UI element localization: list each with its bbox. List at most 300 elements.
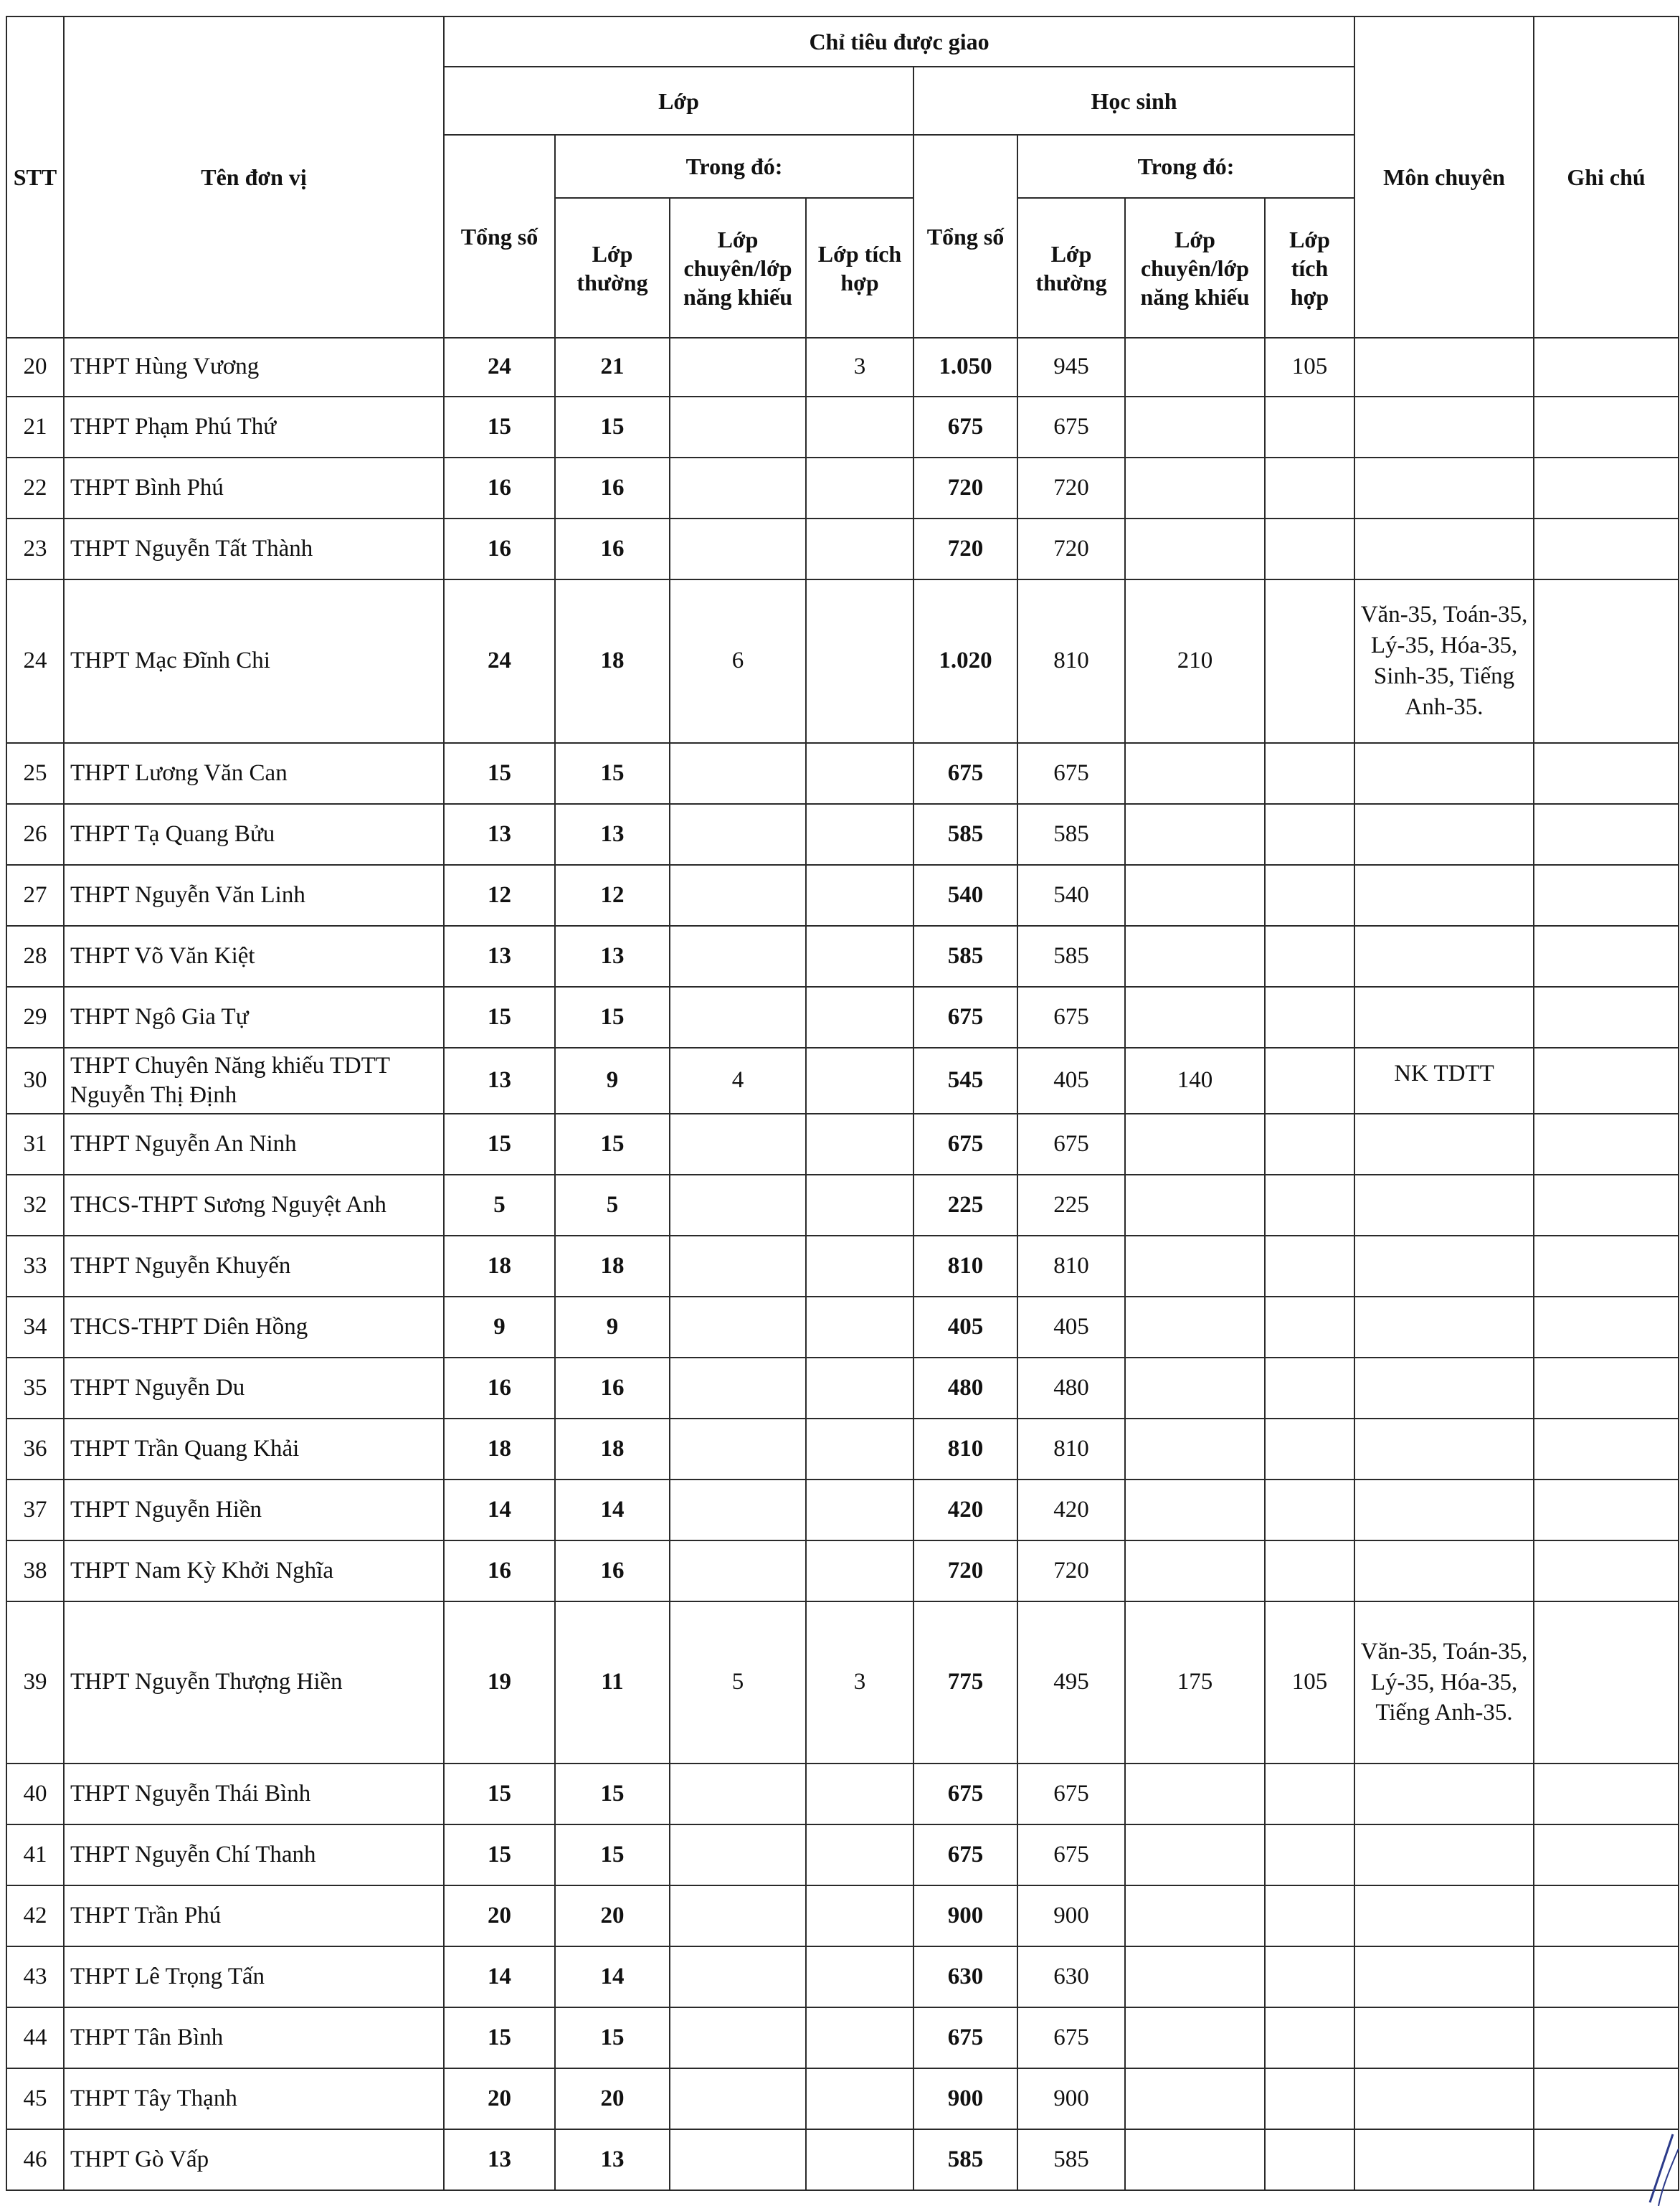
row-specialized-students xyxy=(1125,804,1265,865)
row-regular-students: 900 xyxy=(1017,2068,1125,2129)
quota-table xyxy=(6,16,1679,2191)
row-specialized-students xyxy=(1125,1946,1265,2007)
row-notes xyxy=(1534,1764,1679,1824)
row-classes-total: 12 xyxy=(444,865,555,926)
row-regular-students: 675 xyxy=(1017,2007,1125,2068)
row-regular-classes: 9 xyxy=(555,1297,670,1358)
row-integrated-classes xyxy=(806,1048,913,1114)
row-students-total: 900 xyxy=(913,2068,1017,2129)
row-specialized-classes xyxy=(670,397,806,458)
row-specialized-subjects xyxy=(1354,2068,1534,2129)
row-integrated-classes xyxy=(806,2129,913,2190)
row-specialized-subjects xyxy=(1354,1297,1534,1358)
row-notes xyxy=(1534,1540,1679,1601)
row-integrated-students xyxy=(1265,743,1354,804)
row-stt: 27 xyxy=(6,865,64,926)
row-students-total: 540 xyxy=(913,865,1017,926)
row-regular-classes: 11 xyxy=(555,1601,670,1764)
row-unit-name: THPT Mạc Đĩnh Chi xyxy=(64,579,444,743)
row-integrated-students xyxy=(1265,519,1354,579)
row-classes-total: 24 xyxy=(444,338,555,397)
row-unit-name: THPT Lương Văn Can xyxy=(64,743,444,804)
row-integrated-students xyxy=(1265,865,1354,926)
row-integrated-students xyxy=(1265,1540,1354,1601)
row-specialized-subjects xyxy=(1354,1480,1534,1540)
row-specialized-students xyxy=(1125,1824,1265,1885)
header-classes-of-which: Trong đó: xyxy=(555,135,913,198)
row-integrated-students xyxy=(1265,458,1354,519)
row-regular-students: 675 xyxy=(1017,1824,1125,1885)
row-specialized-students xyxy=(1125,2068,1265,2129)
table-row xyxy=(6,2129,1679,2190)
row-students-total: 675 xyxy=(913,743,1017,804)
row-integrated-students xyxy=(1265,1114,1354,1175)
row-regular-classes: 15 xyxy=(555,2007,670,2068)
row-students-total: 810 xyxy=(913,1236,1017,1297)
row-students-total: 675 xyxy=(913,2007,1017,2068)
row-classes-total: 18 xyxy=(444,1236,555,1297)
row-regular-classes: 18 xyxy=(555,579,670,743)
row-integrated-classes xyxy=(806,1419,913,1480)
row-notes xyxy=(1534,338,1679,397)
row-unit-name: THPT Nguyễn Tất Thành xyxy=(64,519,444,579)
row-regular-classes: 15 xyxy=(555,1764,670,1824)
row-regular-students: 405 xyxy=(1017,1297,1125,1358)
row-integrated-classes xyxy=(806,519,913,579)
row-stt: 46 xyxy=(6,2129,64,2190)
row-stt: 25 xyxy=(6,743,64,804)
row-integrated-classes xyxy=(806,2007,913,2068)
row-integrated-classes xyxy=(806,1297,913,1358)
row-specialized-students xyxy=(1125,743,1265,804)
row-stt: 38 xyxy=(6,1540,64,1601)
row-stt: 26 xyxy=(6,804,64,865)
row-regular-students: 585 xyxy=(1017,926,1125,987)
row-stt: 36 xyxy=(6,1419,64,1480)
row-unit-name: THPT Nguyễn Văn Linh xyxy=(64,865,444,926)
quota-table-sheet xyxy=(6,16,1679,2191)
row-specialized-classes: 4 xyxy=(670,1048,806,1114)
row-integrated-students xyxy=(1265,2007,1354,2068)
header-integrated-students: Lớp tích hợp xyxy=(1265,198,1354,338)
row-unit-name: THPT Võ Văn Kiệt xyxy=(64,926,444,987)
row-regular-students: 675 xyxy=(1017,743,1125,804)
row-stt: 30 xyxy=(6,1048,64,1114)
row-specialized-students xyxy=(1125,519,1265,579)
header-specialized-students: Lớp chuyên/lớp năng khiếu xyxy=(1125,198,1265,338)
row-students-total: 585 xyxy=(913,2129,1017,2190)
row-students-total: 585 xyxy=(913,804,1017,865)
row-regular-students: 480 xyxy=(1017,1358,1125,1419)
row-notes xyxy=(1534,1114,1679,1175)
header-integrated-classes: Lớp tích hợp xyxy=(806,198,913,338)
row-classes-total: 15 xyxy=(444,1824,555,1885)
row-specialized-subjects xyxy=(1354,1824,1534,1885)
table-row xyxy=(6,1946,1679,2007)
row-notes xyxy=(1534,1946,1679,2007)
table-row xyxy=(6,1824,1679,1885)
row-specialized-subjects xyxy=(1354,1358,1534,1419)
row-specialized-classes xyxy=(670,519,806,579)
row-specialized-subjects xyxy=(1354,743,1534,804)
table-row xyxy=(6,1297,1679,1358)
row-students-total: 420 xyxy=(913,1480,1017,1540)
table-row xyxy=(6,1764,1679,1824)
row-notes xyxy=(1534,579,1679,743)
header-unit-name: Tên đơn vị xyxy=(64,16,444,338)
row-unit-name: THCS-THPT Sương Nguyệt Anh xyxy=(64,1175,444,1236)
row-integrated-classes xyxy=(806,1358,913,1419)
row-unit-name: THPT Gò Vấp xyxy=(64,2129,444,2190)
row-specialized-classes xyxy=(670,1297,806,1358)
table-row xyxy=(6,397,1679,458)
row-specialized-students xyxy=(1125,1885,1265,1946)
row-classes-total: 20 xyxy=(444,2068,555,2129)
row-students-total: 585 xyxy=(913,926,1017,987)
row-stt: 29 xyxy=(6,987,64,1048)
row-specialized-classes xyxy=(670,458,806,519)
row-notes xyxy=(1534,2068,1679,2129)
row-classes-total: 15 xyxy=(444,397,555,458)
row-regular-students: 405 xyxy=(1017,1048,1125,1114)
row-integrated-classes xyxy=(806,397,913,458)
row-classes-total: 13 xyxy=(444,2129,555,2190)
row-classes-total: 15 xyxy=(444,987,555,1048)
row-specialized-students xyxy=(1125,865,1265,926)
row-unit-name: THPT Phạm Phú Thứ xyxy=(64,397,444,458)
row-regular-classes: 14 xyxy=(555,1480,670,1540)
row-unit-name: THPT Tạ Quang Bửu xyxy=(64,804,444,865)
header-regular-classes: Lớp thường xyxy=(555,198,670,338)
row-stt: 24 xyxy=(6,579,64,743)
table-row xyxy=(6,579,1679,743)
row-specialized-subjects xyxy=(1354,1419,1534,1480)
row-regular-classes: 16 xyxy=(555,519,670,579)
row-specialized-students xyxy=(1125,338,1265,397)
row-stt: 42 xyxy=(6,1885,64,1946)
row-regular-students: 420 xyxy=(1017,1480,1125,1540)
row-unit-name: THPT Hùng Vương xyxy=(64,338,444,397)
row-classes-total: 20 xyxy=(444,1885,555,1946)
row-integrated-classes xyxy=(806,865,913,926)
row-integrated-students xyxy=(1265,2068,1354,2129)
header-notes: Ghi chú xyxy=(1534,16,1679,338)
row-specialized-students: 140 xyxy=(1125,1048,1265,1114)
row-integrated-classes xyxy=(806,1824,913,1885)
table-row xyxy=(6,338,1679,397)
row-students-total: 720 xyxy=(913,519,1017,579)
row-stt: 33 xyxy=(6,1236,64,1297)
row-specialized-subjects xyxy=(1354,519,1534,579)
row-classes-total: 13 xyxy=(444,926,555,987)
row-classes-total: 16 xyxy=(444,458,555,519)
row-specialized-students xyxy=(1125,1236,1265,1297)
table-row xyxy=(6,1480,1679,1540)
row-students-total: 675 xyxy=(913,1824,1017,1885)
row-integrated-students xyxy=(1265,1048,1354,1114)
row-specialized-classes xyxy=(670,2007,806,2068)
table-row xyxy=(6,743,1679,804)
header-assigned-quota: Chỉ tiêu được giao xyxy=(444,16,1354,67)
row-regular-classes: 18 xyxy=(555,1419,670,1480)
row-unit-name: THPT Ngô Gia Tự xyxy=(64,987,444,1048)
row-regular-students: 720 xyxy=(1017,519,1125,579)
row-specialized-classes xyxy=(670,865,806,926)
row-notes xyxy=(1534,1480,1679,1540)
row-regular-classes: 15 xyxy=(555,397,670,458)
row-notes xyxy=(1534,865,1679,926)
row-unit-name: THPT Trần Phú xyxy=(64,1885,444,1946)
row-unit-name: THPT Lê Trọng Tấn xyxy=(64,1946,444,2007)
row-students-total: 630 xyxy=(913,1946,1017,2007)
row-integrated-students xyxy=(1265,579,1354,743)
row-students-total: 720 xyxy=(913,458,1017,519)
row-stt: 39 xyxy=(6,1601,64,1764)
row-classes-total: 15 xyxy=(444,2007,555,2068)
row-regular-classes: 15 xyxy=(555,987,670,1048)
row-notes xyxy=(1534,1358,1679,1419)
row-specialized-classes xyxy=(670,1236,806,1297)
row-integrated-students: 105 xyxy=(1265,338,1354,397)
row-classes-total: 15 xyxy=(444,1764,555,1824)
row-integrated-classes xyxy=(806,579,913,743)
row-regular-students: 810 xyxy=(1017,579,1125,743)
row-notes xyxy=(1534,1601,1679,1764)
row-integrated-students xyxy=(1265,1885,1354,1946)
header-stt: STT xyxy=(6,16,64,338)
row-integrated-classes xyxy=(806,987,913,1048)
row-unit-name: THPT Nguyễn Hiền xyxy=(64,1480,444,1540)
row-stt: 40 xyxy=(6,1764,64,1824)
row-specialized-subjects: Văn-35, Toán-35, Lý-35, Hóa-35, Sinh-35, Tiếng Anh-35. xyxy=(1354,579,1534,743)
row-regular-students: 675 xyxy=(1017,1114,1125,1175)
table-row xyxy=(6,1114,1679,1175)
row-specialized-subjects xyxy=(1354,1236,1534,1297)
table-row xyxy=(6,1236,1679,1297)
row-specialized-classes xyxy=(670,804,806,865)
row-regular-classes: 21 xyxy=(555,338,670,397)
row-unit-name: THPT Nguyễn Thượng Hiền xyxy=(64,1601,444,1764)
row-unit-name: THPT Chuyên Năng khiếu TDTT Nguyễn Thị Định xyxy=(64,1048,444,1114)
row-specialized-classes xyxy=(670,2129,806,2190)
row-integrated-students xyxy=(1265,1824,1354,1885)
row-integrated-students xyxy=(1265,1175,1354,1236)
row-stt: 28 xyxy=(6,926,64,987)
header-classes-total: Tổng số xyxy=(444,135,555,338)
row-specialized-subjects xyxy=(1354,2129,1534,2190)
row-integrated-classes xyxy=(806,1236,913,1297)
table-row xyxy=(6,1358,1679,1419)
row-integrated-students xyxy=(1265,2129,1354,2190)
row-notes xyxy=(1534,1048,1679,1114)
row-regular-classes: 15 xyxy=(555,743,670,804)
header-students: Học sinh xyxy=(913,67,1354,135)
table-row xyxy=(6,926,1679,987)
row-regular-classes: 13 xyxy=(555,926,670,987)
row-unit-name: THCS-THPT Diên Hồng xyxy=(64,1297,444,1358)
row-unit-name: THPT Tây Thạnh xyxy=(64,2068,444,2129)
row-stt: 21 xyxy=(6,397,64,458)
row-notes xyxy=(1534,987,1679,1048)
row-integrated-classes xyxy=(806,804,913,865)
row-stt: 32 xyxy=(6,1175,64,1236)
row-regular-students: 810 xyxy=(1017,1236,1125,1297)
row-classes-total: 5 xyxy=(444,1175,555,1236)
row-specialized-students xyxy=(1125,458,1265,519)
row-integrated-classes xyxy=(806,1946,913,2007)
row-regular-classes: 16 xyxy=(555,1540,670,1601)
row-students-total: 675 xyxy=(913,397,1017,458)
row-regular-classes: 13 xyxy=(555,804,670,865)
row-specialized-students: 175 xyxy=(1125,1601,1265,1764)
header-students-of-which: Trong đó: xyxy=(1017,135,1354,198)
row-stt: 22 xyxy=(6,458,64,519)
table-row xyxy=(6,458,1679,519)
row-specialized-classes xyxy=(670,1358,806,1419)
table-row xyxy=(6,1885,1679,1946)
row-students-total: 405 xyxy=(913,1297,1017,1358)
row-integrated-students xyxy=(1265,1419,1354,1480)
row-integrated-classes xyxy=(806,1480,913,1540)
row-unit-name: THPT Nguyễn Khuyến xyxy=(64,1236,444,1297)
table-row xyxy=(6,804,1679,865)
row-classes-total: 16 xyxy=(444,1358,555,1419)
row-specialized-students xyxy=(1125,987,1265,1048)
row-regular-students: 945 xyxy=(1017,338,1125,397)
row-specialized-subjects: NK TDTT xyxy=(1354,1048,1534,1114)
row-integrated-classes xyxy=(806,458,913,519)
row-classes-total: 16 xyxy=(444,1540,555,1601)
row-students-total: 1.050 xyxy=(913,338,1017,397)
row-specialized-classes xyxy=(670,1764,806,1824)
row-students-total: 810 xyxy=(913,1419,1017,1480)
row-classes-total: 24 xyxy=(444,579,555,743)
row-integrated-students xyxy=(1265,926,1354,987)
row-integrated-students xyxy=(1265,1236,1354,1297)
row-specialized-subjects xyxy=(1354,987,1534,1048)
row-specialized-subjects xyxy=(1354,865,1534,926)
table-row xyxy=(6,865,1679,926)
row-specialized-subjects xyxy=(1354,1885,1534,1946)
row-specialized-students xyxy=(1125,1480,1265,1540)
row-unit-name: THPT Nam Kỳ Khởi Nghĩa xyxy=(64,1540,444,1601)
row-specialized-classes xyxy=(670,743,806,804)
row-stt: 20 xyxy=(6,338,64,397)
table-row xyxy=(6,1419,1679,1480)
row-specialized-students xyxy=(1125,1358,1265,1419)
row-specialized-subjects xyxy=(1354,1114,1534,1175)
table-row xyxy=(6,1175,1679,1236)
row-regular-students: 675 xyxy=(1017,987,1125,1048)
row-integrated-students xyxy=(1265,987,1354,1048)
row-regular-classes: 5 xyxy=(555,1175,670,1236)
row-regular-students: 540 xyxy=(1017,865,1125,926)
row-unit-name: THPT Nguyễn Du xyxy=(64,1358,444,1419)
row-students-total: 720 xyxy=(913,1540,1017,1601)
row-notes xyxy=(1534,1885,1679,1946)
row-specialized-students xyxy=(1125,397,1265,458)
row-students-total: 1.020 xyxy=(913,579,1017,743)
row-specialized-classes xyxy=(670,926,806,987)
row-stt: 34 xyxy=(6,1297,64,1358)
header-specialized-subjects: Môn chuyên xyxy=(1354,16,1534,338)
table-header xyxy=(6,16,1679,338)
row-integrated-classes: 3 xyxy=(806,1601,913,1764)
row-specialized-subjects xyxy=(1354,1946,1534,2007)
row-unit-name: THPT Tân Bình xyxy=(64,2007,444,2068)
row-specialized-classes xyxy=(670,1114,806,1175)
row-integrated-classes xyxy=(806,1764,913,1824)
row-regular-students: 810 xyxy=(1017,1419,1125,1480)
table-row xyxy=(6,519,1679,579)
row-regular-students: 225 xyxy=(1017,1175,1125,1236)
row-classes-total: 13 xyxy=(444,1048,555,1114)
row-unit-name: THPT Bình Phú xyxy=(64,458,444,519)
row-specialized-classes xyxy=(670,338,806,397)
row-specialized-subjects: Văn-35, Toán-35, Lý-35, Hóa-35, Tiếng Anh-35. xyxy=(1354,1601,1534,1764)
row-specialized-classes xyxy=(670,1885,806,1946)
row-regular-classes: 15 xyxy=(555,1824,670,1885)
row-regular-classes: 16 xyxy=(555,1358,670,1419)
row-integrated-classes: 3 xyxy=(806,338,913,397)
row-unit-name: THPT Nguyễn Chí Thanh xyxy=(64,1824,444,1885)
row-notes xyxy=(1534,926,1679,987)
row-regular-classes: 15 xyxy=(555,1114,670,1175)
row-regular-students: 585 xyxy=(1017,804,1125,865)
row-specialized-students xyxy=(1125,1114,1265,1175)
row-specialized-subjects xyxy=(1354,1764,1534,1824)
row-specialized-classes xyxy=(670,1175,806,1236)
row-regular-students: 675 xyxy=(1017,1764,1125,1824)
row-unit-name: THPT Trần Quang Khải xyxy=(64,1419,444,1480)
row-specialized-students xyxy=(1125,1175,1265,1236)
row-integrated-classes xyxy=(806,743,913,804)
row-regular-classes: 20 xyxy=(555,2068,670,2129)
row-integrated-students xyxy=(1265,1946,1354,2007)
row-classes-total: 9 xyxy=(444,1297,555,1358)
row-specialized-classes xyxy=(670,1480,806,1540)
row-specialized-students xyxy=(1125,926,1265,987)
row-regular-students: 900 xyxy=(1017,1885,1125,1946)
row-classes-total: 19 xyxy=(444,1601,555,1764)
row-specialized-classes xyxy=(670,1419,806,1480)
pen-mark-icon xyxy=(1637,2127,1680,2206)
row-specialized-subjects xyxy=(1354,926,1534,987)
row-classes-total: 18 xyxy=(444,1419,555,1480)
row-notes xyxy=(1534,1175,1679,1236)
row-specialized-classes xyxy=(670,1540,806,1601)
row-integrated-students xyxy=(1265,1480,1354,1540)
row-integrated-students xyxy=(1265,804,1354,865)
header-specialized-classes: Lớp chuyên/lớp năng khiếu xyxy=(670,198,806,338)
row-notes xyxy=(1534,1419,1679,1480)
row-stt: 45 xyxy=(6,2068,64,2129)
row-stt: 43 xyxy=(6,1946,64,2007)
row-specialized-classes: 5 xyxy=(670,1601,806,1764)
row-notes xyxy=(1534,458,1679,519)
table-row xyxy=(6,1601,1679,1764)
row-regular-students: 720 xyxy=(1017,1540,1125,1601)
row-integrated-students xyxy=(1265,1764,1354,1824)
table-row xyxy=(6,2007,1679,2068)
row-integrated-classes xyxy=(806,2068,913,2129)
row-regular-classes: 14 xyxy=(555,1946,670,2007)
row-classes-total: 13 xyxy=(444,804,555,865)
row-regular-classes: 12 xyxy=(555,865,670,926)
row-classes-total: 16 xyxy=(444,519,555,579)
row-notes xyxy=(1534,1824,1679,1885)
row-regular-students: 720 xyxy=(1017,458,1125,519)
